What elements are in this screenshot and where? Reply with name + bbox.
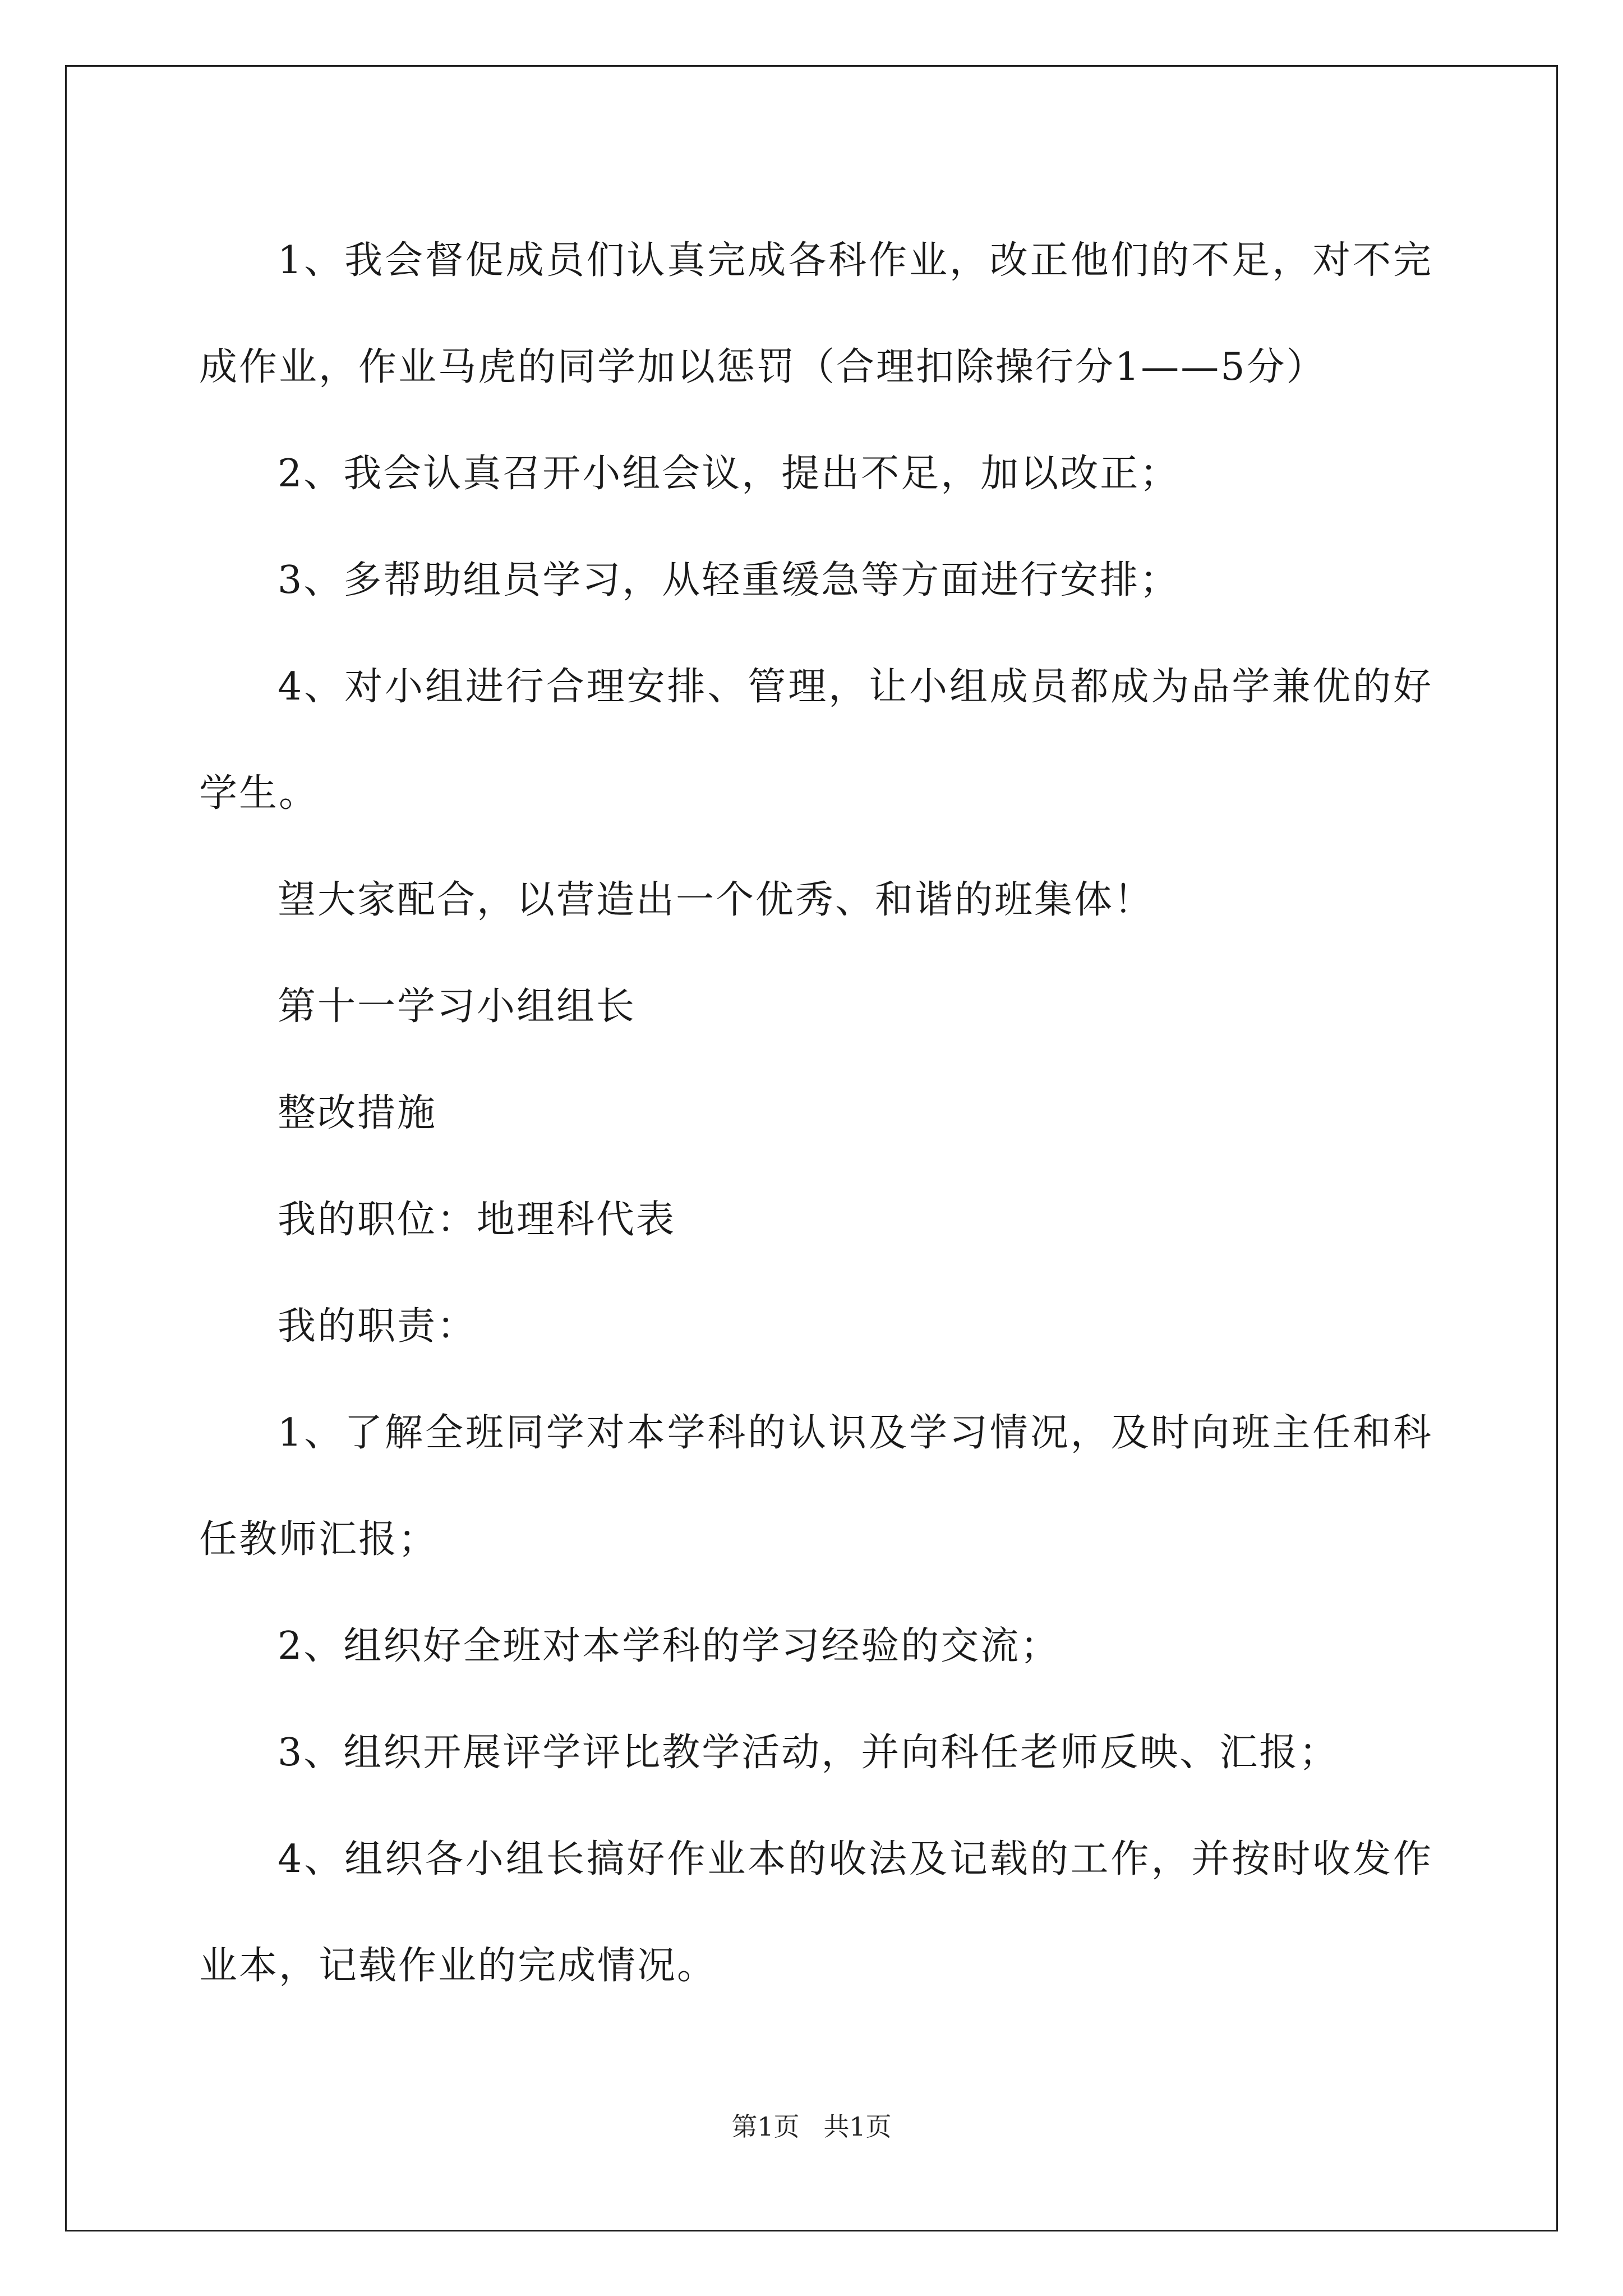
- paragraph: 4、对小组进行合理安排、管理，让小组成员都成为品学兼优的好学生。: [199, 665, 1433, 816]
- paragraph: 3、多帮助组员学习，从轻重缓急等方面进行安排；: [278, 558, 1180, 602]
- paragraph: 我的职责：: [278, 1304, 477, 1349]
- paragraph: 望大家配合，以营造出一个优秀、和谐的班集体！: [278, 878, 1154, 922]
- section-title: 整改措施: [278, 1091, 437, 1135]
- paragraph: 2、我会认真召开小组会议，提出不足，加以改正；: [278, 452, 1180, 496]
- paragraph: 2、组织好全班对本学科的学习经验的交流；: [278, 1624, 1061, 1668]
- paragraph: 1、我会督促成员们认真完成各科作业，改正他们的不足，对不完成作业，作业马虎的同学加以惩罚（合理扣除操行分1——5分）: [199, 238, 1433, 389]
- paragraph: 我的职位：地理科代表: [278, 1198, 676, 1242]
- paragraph: 3、组织开展评学评比教学活动，并向科任老师反映、汇报；: [278, 1731, 1339, 1775]
- document-body: [199, 208, 1433, 2019]
- paragraph: 4、组织各小组长搞好作业本的收法及记载的工作，并按时收发作业本，记载作业的完成情况。: [199, 1837, 1433, 1988]
- page-footer: [0, 2106, 1623, 2143]
- page-number: 第1页: [731, 2111, 800, 2142]
- paragraph: 1、了解全班同学对本学科的认识及学习情况，及时向班主任和科任教师汇报；: [199, 1411, 1433, 1562]
- page-total: 共1页: [823, 2111, 892, 2142]
- signature-line: 第十一学习小组组长: [278, 984, 637, 1029]
